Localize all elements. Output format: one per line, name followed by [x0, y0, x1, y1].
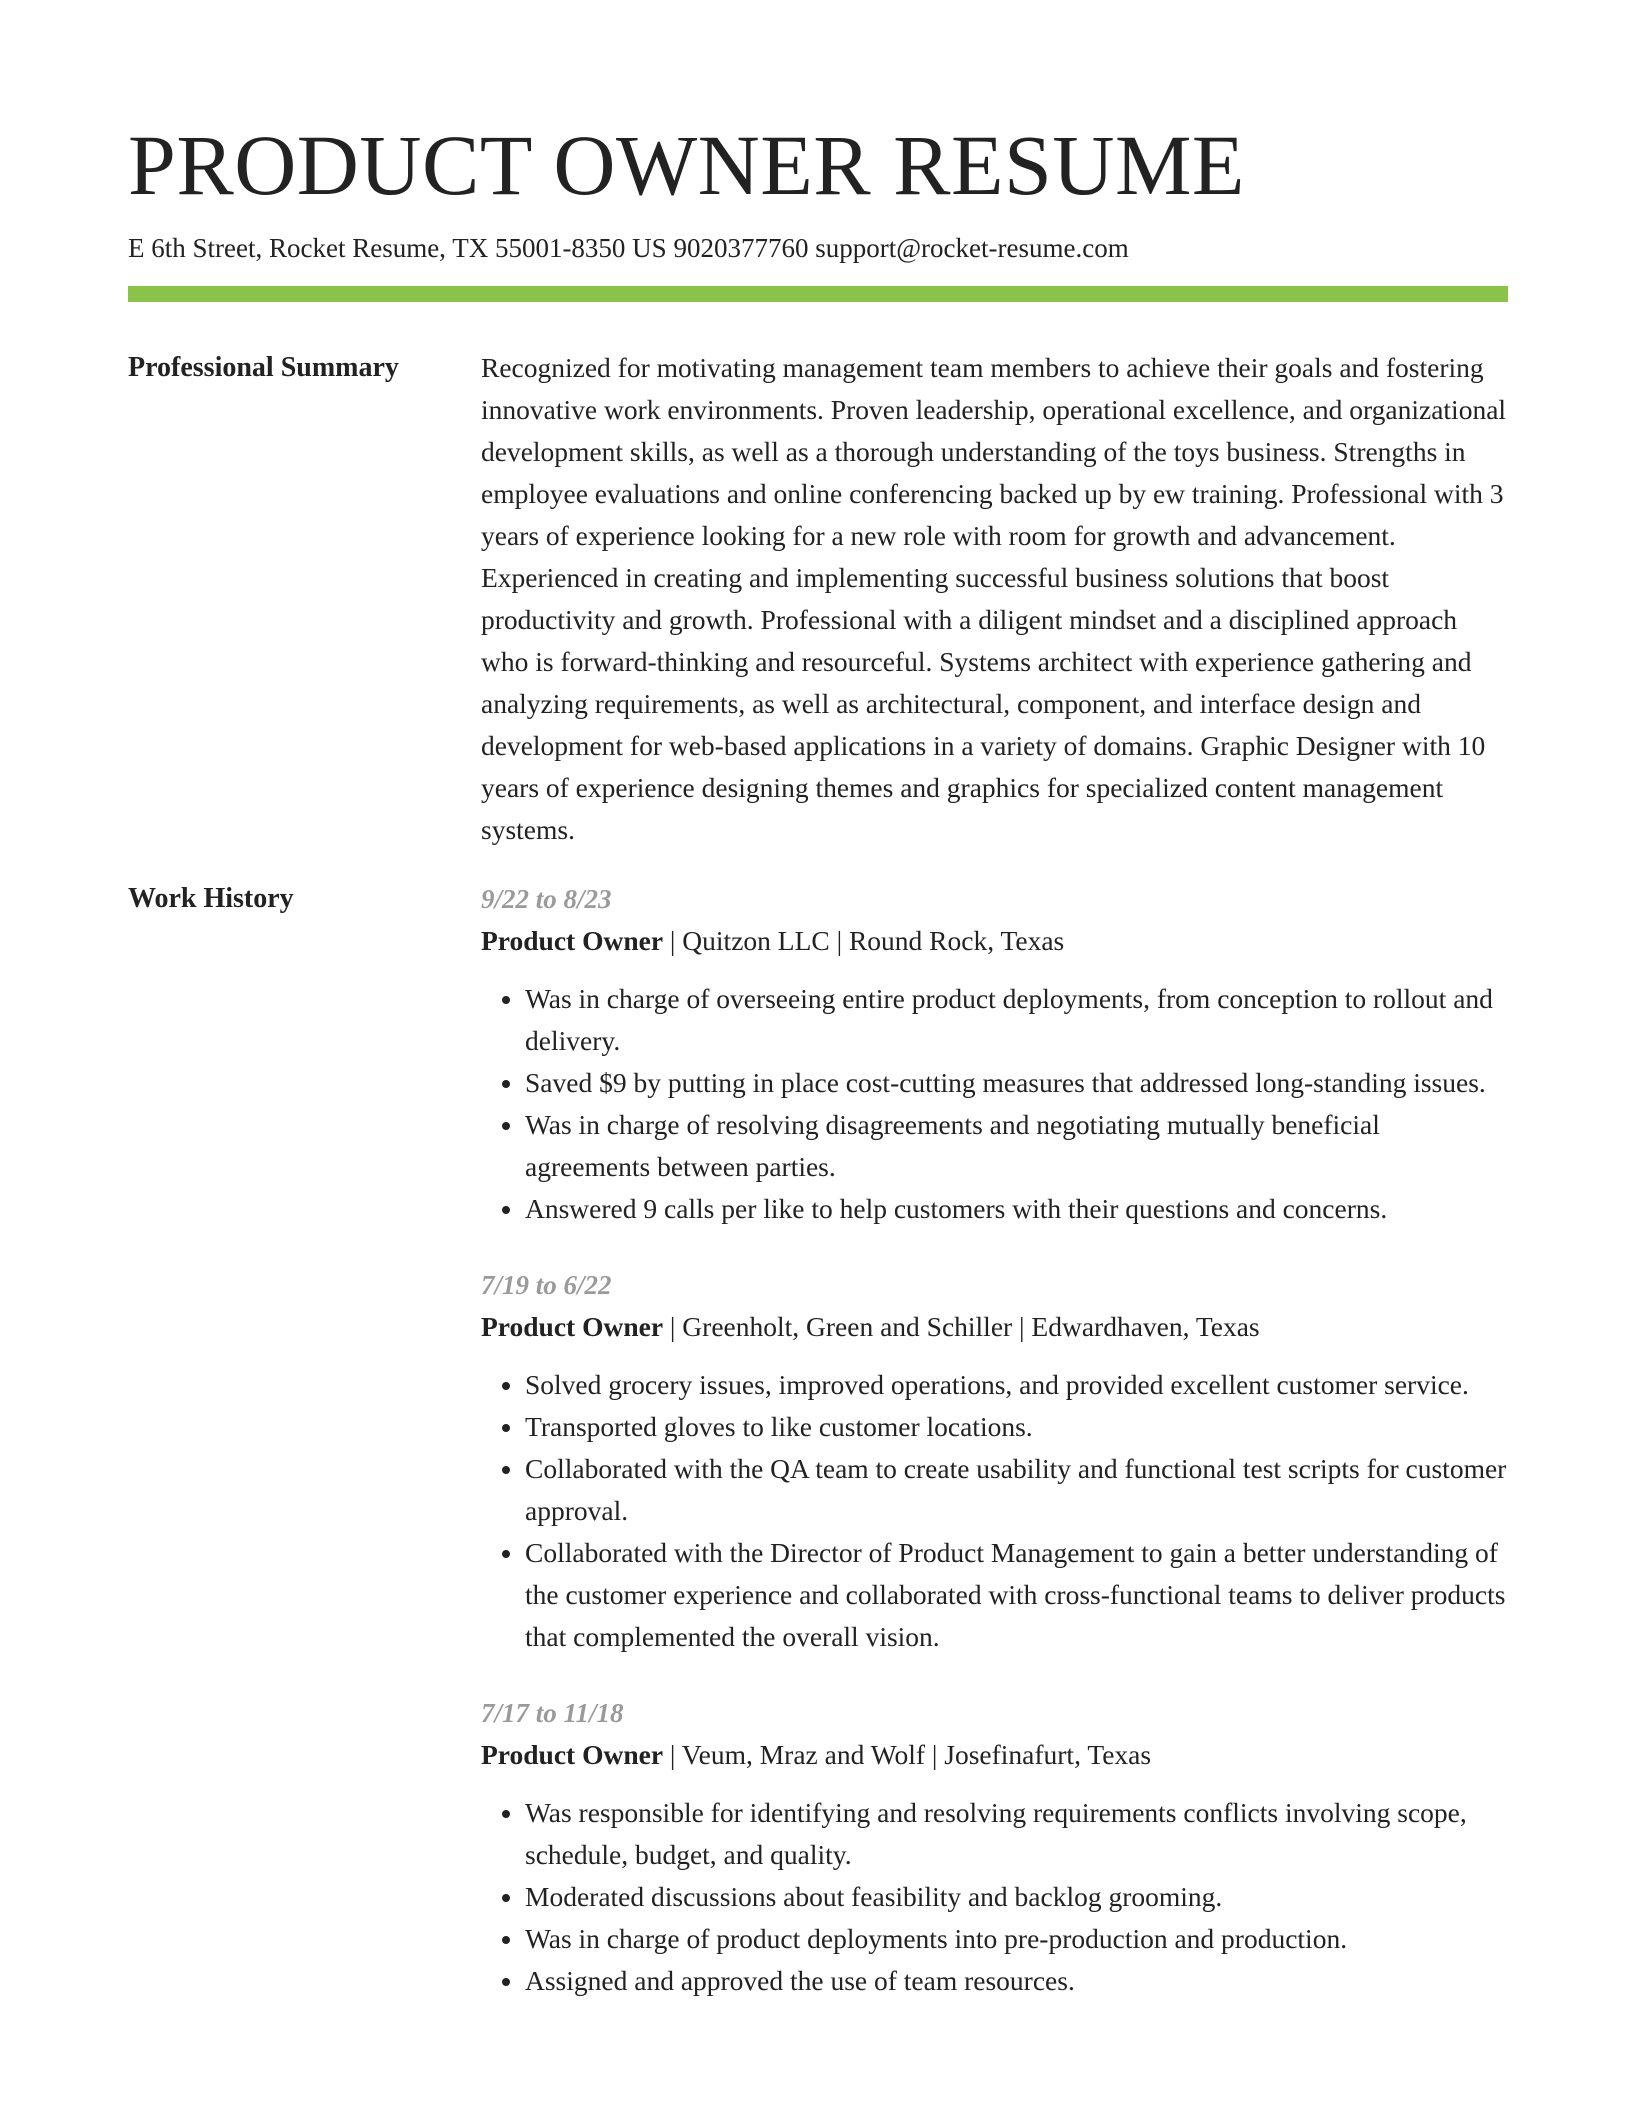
job-entry	[481, 1692, 1508, 2002]
job-company-location: | Veum, Mraz and Wolf | Josefinafurt, Texas	[663, 1739, 1152, 1770]
job-dates: 7/19 to 6/22	[481, 1270, 612, 1300]
resume-title: PRODUCT OWNER RESUME	[128, 117, 1245, 213]
job-heading	[481, 1306, 1508, 1348]
job-bullet: • Assigned and approved the use of team resources.	[525, 1960, 1508, 2002]
job-dates: 9/22 to 8/23	[481, 884, 612, 914]
job-title: Product Owner	[481, 1739, 664, 1770]
job-bullet: • Collaborated with the QA team to create usability and functional test scripts for customer approval.	[525, 1448, 1508, 1532]
job-bullets	[481, 1364, 1508, 1658]
job-title: Product Owner	[481, 1311, 664, 1342]
summary-label: Professional Summary	[128, 352, 399, 383]
job-heading	[481, 920, 1508, 962]
contact-info: E 6th Street, Rocket Resume, TX 55001-8350 US 9020377760 support@rocket-resume.com	[128, 233, 1129, 263]
job-bullet: • Collaborated with the Director of Product Management to gain a better understanding of the customer experience and collaborated with cross-functional teams to deliver products that complemented the overall vision.	[525, 1532, 1508, 1658]
job-entry	[481, 878, 1508, 1230]
job-entry	[481, 1264, 1508, 1658]
summary-body	[481, 347, 1508, 851]
job-bullets	[481, 1792, 1508, 2002]
job-bullet: • Was in charge of overseeing entire product deployments, from conception to rollout and delivery.	[525, 978, 1508, 1062]
job-title: Product Owner	[481, 925, 664, 956]
job-company-location: | Greenholt, Green and Schiller | Edwardhaven, Texas	[663, 1311, 1260, 1342]
summary-text: Recognized for motivating management team members to achieve their goals and fostering innovative work environments. Proven leadership, operational excellence, and organizational development skills, as well as a thorough understanding of the toys business. Strengths in employee evaluations and online conferencing backed up by ew training. Professional with 3 years of experience looking for a new role with room for growth and advancement. Experienced in creating and implementing successful business solutions that boost productivity and growth. Professional with a diligent mindset and a disciplined approach who is forward-thinking and resourceful. Systems architect with experience gathering and analyzing requirements, as well as architectural, component, and interface design and development for web-based applications in a variety of domains. Graphic Designer with 10 years of experience designing themes and graphics for specialized content management systems.	[481, 352, 1507, 845]
work-history-label: Work History	[128, 883, 294, 914]
job-company-location: | Quitzon LLC | Round Rock, Texas	[663, 925, 1065, 956]
job-bullet: • Saved $9 by putting in place cost-cutting measures that addressed long-standing issues.	[525, 1062, 1508, 1104]
job-bullet: • Transported gloves to like customer locations.	[525, 1406, 1508, 1448]
job-bullets	[481, 978, 1508, 1230]
job-bullet: • Answered 9 calls per like to help customers with their questions and concerns.	[525, 1188, 1508, 1230]
work-history-body	[481, 878, 1508, 2036]
job-bullet: • Solved grocery issues, improved operations, and provided excellent customer service.	[525, 1364, 1508, 1406]
job-bullet: • Was in charge of product deployments into pre-production and production.	[525, 1918, 1508, 1960]
job-bullet: • Was responsible for identifying and resolving requirements conflicts involving scope, schedule, budget, and quality.	[525, 1792, 1508, 1876]
job-bullet: • Moderated discussions about feasibility and backlog grooming.	[525, 1876, 1508, 1918]
accent-divider	[128, 286, 1508, 302]
job-dates: 7/17 to 11/18	[481, 1698, 624, 1728]
job-heading	[481, 1734, 1508, 1776]
job-bullet: • Was in charge of resolving disagreements and negotiating mutually beneficial agreements between parties.	[525, 1104, 1508, 1188]
